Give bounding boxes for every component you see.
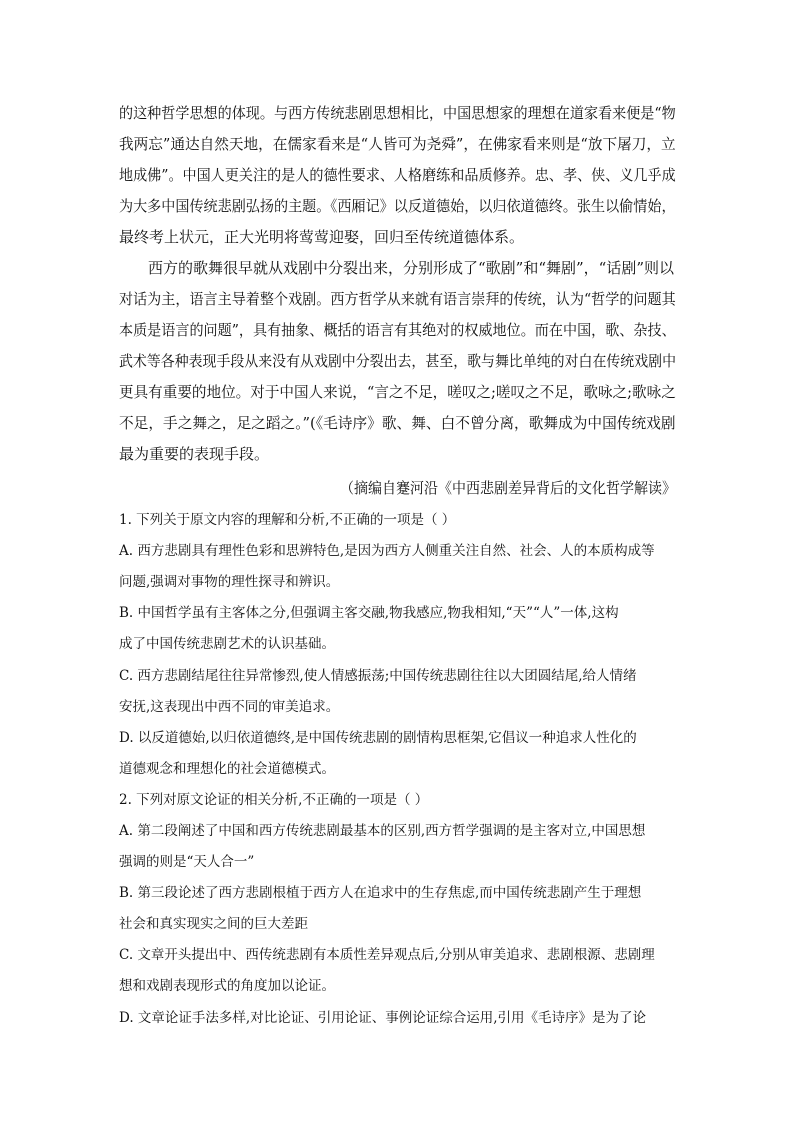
paragraph-1-line: 为大多中国传统悲剧弘扬的主题。《西厢记》以反道德始，以归依道德终。张生以偷情始， — [119, 197, 676, 215]
question-1-option-a-cont: 问题,强调对事物的理性探寻和辨识。 — [119, 574, 340, 590]
question-2-option-b: B. 第三段论述了西方悲剧根植于西方人在追求中的生存焦虑,而中国传统悲剧产生于理想 — [119, 885, 642, 901]
paragraph-1-line: 的这种哲学思想的体现。与西方传统悲剧思想相比，中国思想家的理想在道家看来便是“物 — [119, 104, 676, 122]
paragraph-2-line: 更具有重要的地位。对于中国人来说，“言之不足，嗟叹之;嗟叹之不足，歌咏之;歌咏之 — [119, 383, 676, 401]
question-2-stem: 2. 下列对原文论证的相关分析,不正确的一项是（ ） — [119, 792, 429, 808]
question-2-option-a: A. 第二段阐述了中国和西方传统悲剧最基本的区别,西方哲学强调的是主客对立,中国思想 — [119, 823, 646, 839]
source-citation: （摘编自蹇河沿《中西悲剧差异背后的文化哲学解读》 — [340, 479, 677, 497]
question-1-option-c-cont: 安抚,这表现出中西不同的审美追求。 — [119, 699, 340, 715]
question-2-option-d: D. 文章论证手法多样,对比论证、引用论证、事例论证综合运用,引用《毛诗序》是为了论 — [119, 1010, 647, 1026]
question-2-option-b-cont: 社会和真实现实之间的巨大差距 — [119, 916, 308, 932]
question-2-option-c-cont: 想和戏剧表现形式的角度加以论证。 — [119, 978, 335, 994]
question-1-stem: 1. 下列关于原文内容的理解和分析,不正确的一项是（ ） — [119, 512, 456, 528]
paragraph-1-line: 最终考上状元，正大光明将莺莺迎娶，回归至传统道德体系。 — [119, 228, 525, 246]
question-2-option-a-cont: 强调的则是“天人合一” — [119, 854, 255, 870]
question-1-option-d: D. 以反道德始,以归依道德终,是中国传统悲剧的剧情构思框架,它倡议一种追求人性化的 — [119, 730, 637, 746]
paragraph-2-line: 对话为主，语言主导着整个戏剧。西方哲学从来就有语言崇拜的传统，认为“哲学的问题其 — [119, 290, 676, 308]
paragraph-2-line: 本质是语言的问题”，具有抽象、概括的语言有其绝对的权威地位。而在中国，歌、杂技、 — [119, 321, 676, 339]
paragraph-1-line: 地成佛”。中国人更关注的是人的德性要求、人格磨练和品质修养。忠、孝、侠、义几乎成 — [119, 166, 676, 184]
paragraph-2-line: 最为重要的表现手段。 — [119, 445, 270, 463]
question-1-option-c: C. 西方悲剧结尾往往异常惨烈,使人情感振荡;中国传统悲剧往往以大团圆结尾,给人情绪 — [119, 668, 637, 684]
question-1-option-d-cont: 道德观念和理想化的社会道德模式。 — [119, 761, 335, 777]
question-2-option-c: C. 文章开头提出中、西传统悲剧有本质性差异观点后,分别从审美追求、悲剧根源、悲剧理 — [119, 947, 655, 963]
question-1-option-a: A. 西方悲剧具有理性色彩和思辨特色,是因为西方人侧重关注自然、社会、人的本质构成等 — [119, 543, 655, 559]
paragraph-1-line: 我两忘”通达自然天地，在儒家看来是“人皆可为尧舜”，在佛家看来则是“放下屠刀，立 — [119, 135, 676, 153]
question-1-option-b-cont: 成了中国传统悲剧艺术的认识基础。 — [119, 636, 335, 652]
paragraph-2-line: 武术等各种表现手段从来没有从戏剧中分裂出去，甚至，歌与舞比单纯的对白在传统戏剧中 — [119, 352, 677, 370]
paragraph-2-line: 不足，手之舞之，足之蹈之。”(《毛诗序》歌、舞、白不曾分离，歌舞成为中国传统戏剧 — [119, 414, 676, 432]
question-1-option-b: B. 中国哲学虽有主客体之分,但强调主客交融,物我感应,物我相知,“天”“人”一体,这构 — [119, 605, 619, 621]
paragraph-2-line: 西方的歌舞很早就从戏剧中分裂出来，分别形成了“歌剧”和“舞剧”，“话剧”则以 — [148, 259, 675, 277]
